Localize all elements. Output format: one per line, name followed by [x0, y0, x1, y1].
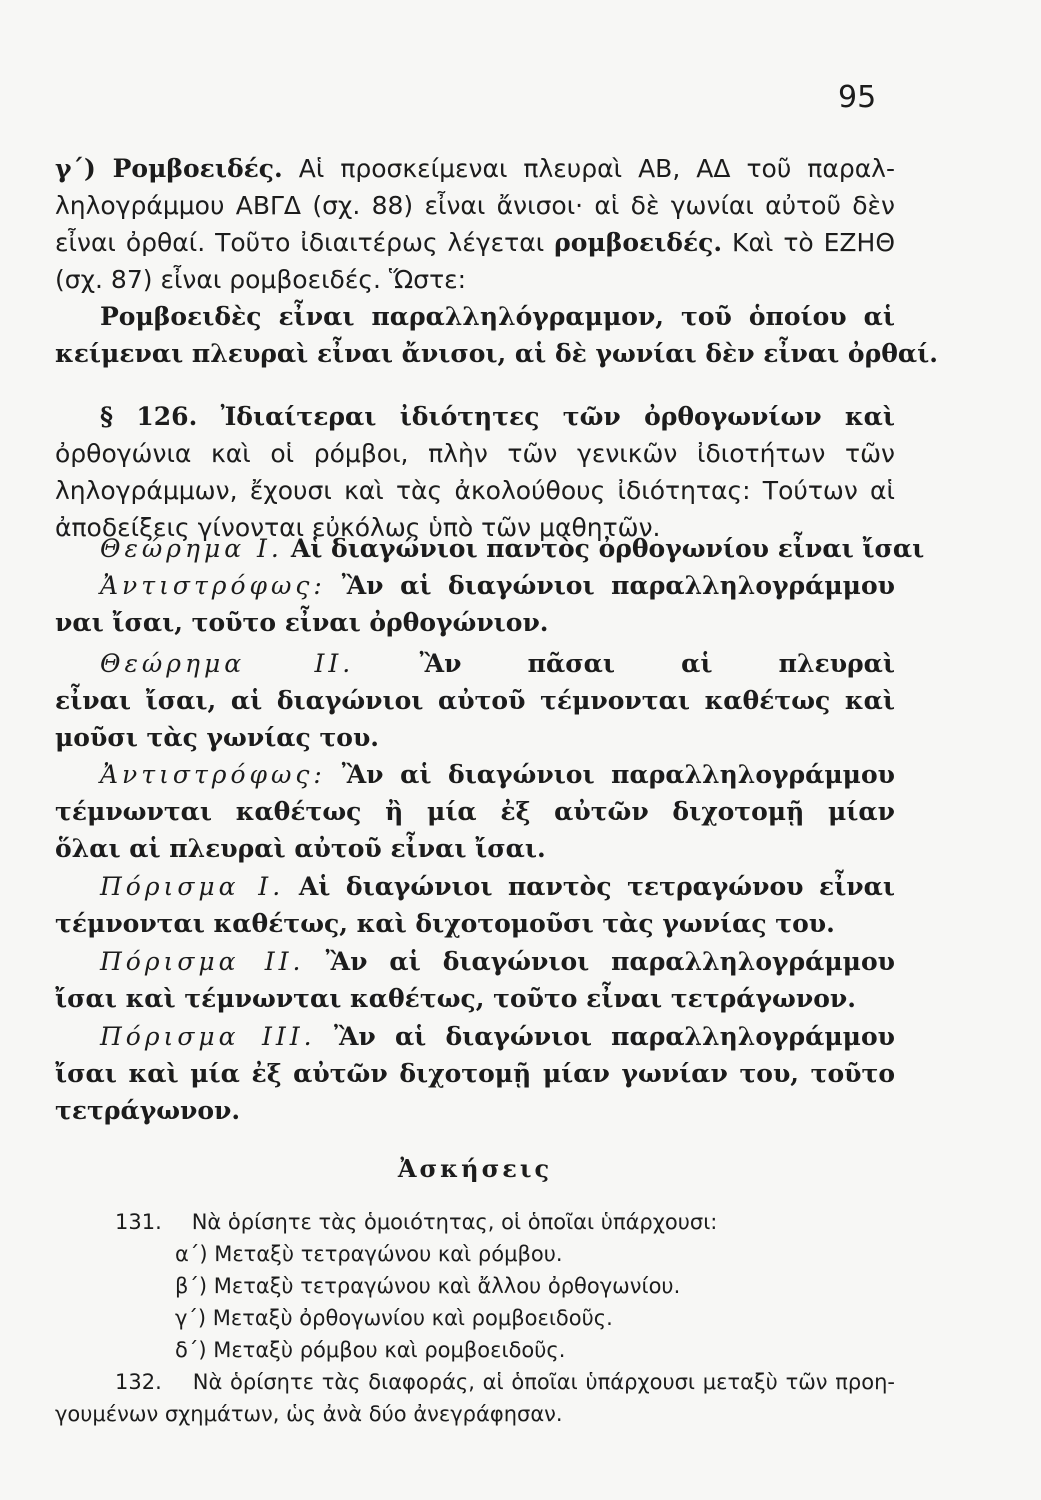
corollary-1-label: Πόρισμα Ι.: [100, 872, 285, 901]
rhomboid-line-3: εἶναι ὀρθαί. Τοῦτο ἰδιαιτέρως λέγεται ρομβοειδές. Καὶ τὸ ΕΖΗΘ: [55, 228, 895, 257]
exercise-number: 132.: [115, 1370, 162, 1394]
exercise-131-item-d: δ΄) Μεταξὺ ρόμβου καὶ ρομβοειδοῦς.: [175, 1338, 566, 1362]
theorem-2-converse-3: ὅλαι αἱ πλευραὶ αὐτοῦ εἶναι ἴσαι.: [55, 834, 546, 863]
section-126-title: § 126. Ἰδιαίτεραι ἰδιότητες τῶν ὀρθογωνίων καὶ: [100, 402, 895, 431]
section-126-line-2: ὀρθογώνια καὶ οἱ ρόμβοι, πλὴν τῶν γενικῶν ἰδιοτήτων τῶν: [55, 439, 895, 468]
rhomboid-line-4: (σχ. 87) εἶναι ρομβοειδές. Ὥστε:: [55, 265, 467, 294]
section-126-heading: [55, 398, 895, 435]
theorem-1-label: Θεώρημα Ι.: [100, 534, 283, 563]
theorem-2-statement: Θεώρημα ΙΙ. Ἂν πᾶσαι αἱ πλευραὶ: [100, 649, 895, 678]
theorem-1: [55, 530, 925, 641]
exercise-131-item-a: α΄) Μεταξὺ τετραγώνου καὶ ρόμβου.: [175, 1242, 563, 1266]
exercise-131: 131. Νὰ ὁρίσητε τὰς ὁμοιότητας, οἱ ὁποῖαι ὑπάρχουσι:: [55, 1206, 895, 1238]
theorem-2-line-2: εἶναι ἴσαι, αἱ διαγώνιοι αὐτοῦ τέμνονται καθέτως καὶ: [55, 686, 895, 715]
rhomboid-line-1: γ΄) Ρομβοειδές. Αἱ προσκείμεναι πλευραὶ ΑΒ, ΑΔ τοῦ παραλ-: [55, 154, 895, 183]
exercise-number: 131.: [115, 1210, 162, 1234]
theorem-2: [55, 645, 895, 867]
theorem-1-converse-2: ναι ἴσαι, τοῦτο εἶναι ὀρθογώνιον.: [55, 608, 549, 637]
corollary-2: [55, 943, 895, 1017]
section-126: [55, 398, 895, 546]
corollary-3-line-3: τετράγωνον.: [55, 1096, 241, 1125]
corollary-3-statement: Πόρισμα ΙΙΙ. Ἂν αἱ διαγώνιοι παραλληλογράμμου: [100, 1022, 895, 1051]
exercise-131-item-c: γ΄) Μεταξὺ ὀρθογωνίου καὶ ρομβοειδοῦς.: [175, 1306, 613, 1330]
section-126-line-4: ἀποδείξεις γίνονται εὐκόλως ὑπὸ τῶν μαθητῶν.: [55, 513, 661, 542]
corollary-2-label: Πόρισμα ΙΙ.: [100, 947, 305, 976]
theorem-1-converse: Ἀντιστρόφως: Ἂν αἱ διαγώνιοι παραλληλογράμμου: [100, 571, 895, 600]
rhomboid-paragraph: [55, 150, 938, 372]
exercise-132-line-2: γουμένων σχημάτων, ὡς ἀνὰ δύο ἀνεγράφησαν.: [55, 1402, 563, 1426]
exercise-131-item-b: β΄) Μεταξὺ τετραγώνου καὶ ἄλλου ὀρθογωνίου.: [175, 1274, 681, 1298]
rhomboid-label: γ΄) Ρομβοειδές.: [55, 154, 283, 183]
rhomboid-definition-1: Ρομβοειδὲς εἶναι παραλληλόγραμμον, τοῦ ὁποίου αἱ: [100, 302, 895, 331]
rhomboid-term: ρομβοειδές.: [554, 228, 723, 257]
exercises-list: [55, 1206, 895, 1430]
converse-label: Ἀντιστρόφως:: [100, 760, 326, 789]
theorem-2-line-3: μοῦσι τὰς γωνίας του.: [55, 723, 379, 752]
corollary-1-statement: Πόρισμα Ι. Αἱ διαγώνιοι παντὸς τετραγώνου εἶναι: [100, 872, 895, 901]
exercise-132: 132. Νὰ ὁρίσητε τὰς διαφοράς, αἱ ὁποῖαι ὑπάρχουσι μεταξὺ τῶν προη-: [55, 1366, 895, 1398]
corollary-2-statement: Πόρισμα ΙΙ. Ἂν αἱ διαγώνιοι παραλληλογράμμου: [100, 947, 895, 976]
section-126-line-3: ληλογράμμων, ἔχουσι καὶ τὰς ἀκολούθους ἰδιότητας: Τούτων αἱ: [55, 476, 895, 505]
theorem-2-converse: Ἀντιστρόφως: Ἂν αἱ διαγώνιοι παραλληλογράμμου: [100, 760, 895, 789]
converse-label: Ἀντιστρόφως:: [100, 571, 326, 600]
exercises-heading-wrap: [55, 1150, 895, 1187]
theorem-2-converse-2: τέμνωνται καθέτως ἢ μία ἐξ αὐτῶν διχοτομῇ μίαν: [55, 797, 895, 826]
corollary-1-line-2: τέμνονται καθέτως, καὶ διχοτομοῦσι τὰς γωνίας του.: [55, 909, 835, 938]
corollary-3-label: Πόρισμα ΙΙΙ.: [100, 1022, 316, 1051]
page-number: 95: [838, 80, 877, 115]
theorem-1-statement: Θεώρημα Ι. Αἱ διαγώνιοι παντὸς ὀρθογωνίου εἶναι ἴσαι: [100, 534, 925, 563]
corollary-2-line-2: ἴσαι καὶ τέμνωνται καθέτως, τοῦτο εἶναι τετράγωνον.: [55, 984, 856, 1013]
corollary-3: [55, 1018, 895, 1129]
theorem-2-label: Θεώρημα ΙΙ.: [100, 649, 355, 678]
exercises-heading: Ἀσκήσεις: [397, 1154, 553, 1183]
rhomboid-line-2: ληλογράμμου ΑΒΓΔ (σχ. 88) εἶναι ἄνισοι· αἱ δὲ γωνίαι αὐτοῦ δὲν: [55, 191, 895, 220]
corollary-1: [55, 868, 895, 942]
corollary-3-line-2: ἴσαι καὶ μία ἐξ αὐτῶν διχοτομῇ μίαν γωνίαν του, τοῦτο: [55, 1059, 895, 1088]
rhomboid-definition-2: κείμεναι πλευραὶ εἶναι ἄνισοι, αἱ δὲ γωνίαι δὲν εἶναι ὀρθαί.: [55, 339, 938, 368]
